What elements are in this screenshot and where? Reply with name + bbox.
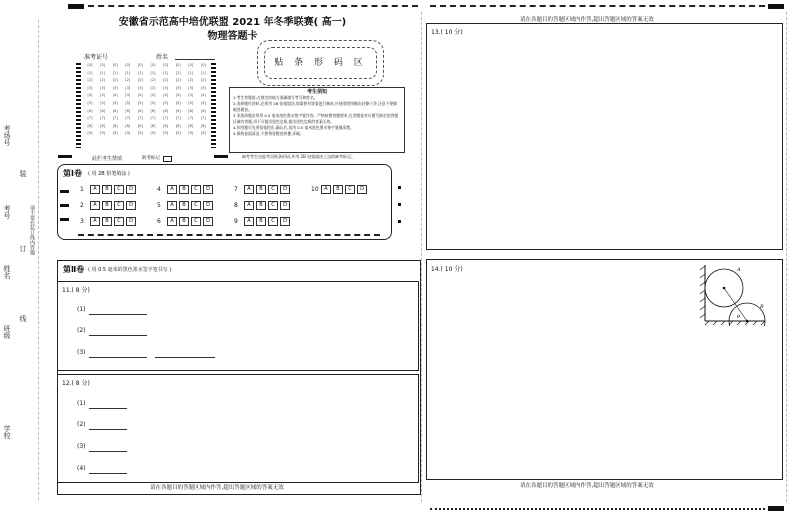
id-bubble[interactable]: [7] (125, 116, 131, 121)
id-column[interactable] (186, 62, 196, 138)
id-bubble[interactable]: [0] (112, 63, 118, 67)
id-bubble[interactable]: [5] (150, 100, 156, 105)
q11-item-3: (3) (77, 349, 86, 356)
id-bubble[interactable]: [9] (137, 131, 143, 136)
id-bubble[interactable]: [9] (150, 131, 156, 136)
id-bubble[interactable]: [1] (163, 70, 169, 75)
id-bubble[interactable]: [8] (87, 123, 93, 128)
binding-line (38, 20, 39, 500)
label-b: B (760, 304, 764, 310)
id-bubble[interactable]: [1] (112, 70, 118, 75)
q13-box[interactable] (426, 23, 783, 250)
notice-heading: 考生须知 (306, 89, 327, 95)
id-bubble[interactable]: [4] (163, 93, 169, 98)
id-bubble[interactable]: [2] (112, 78, 118, 83)
q12-answer-line-1[interactable] (89, 408, 127, 409)
part1-mark-1 (60, 190, 69, 193)
id-bubble[interactable]: [2] (137, 78, 143, 83)
id-label: 准考证号 (84, 54, 109, 61)
id-bubble[interactable]: [8] (188, 123, 194, 128)
id-column[interactable] (148, 62, 158, 138)
id-bubble[interactable]: [6] (112, 108, 118, 113)
id-bubble[interactable]: [4] (100, 93, 106, 98)
q12-answer-line-2[interactable] (89, 429, 127, 430)
mcq-option-bubble[interactable]: B (179, 185, 189, 194)
wall-hatching (700, 266, 705, 318)
mcq-option-bubble[interactable]: D (126, 217, 136, 226)
mcq-option-bubble[interactable]: A (244, 217, 254, 226)
mcq-question-9 (234, 217, 292, 226)
id-bubble[interactable]: [0] (125, 63, 131, 67)
mcq-option-bubble[interactable]: D (280, 217, 290, 226)
id-bubble[interactable]: [9] (200, 131, 206, 136)
id-vertical-bars-right (211, 63, 216, 148)
mcq-option-bubble[interactable]: B (179, 217, 189, 226)
id-column[interactable] (110, 62, 120, 138)
page-divider-right (786, 12, 787, 502)
part1-side-dot-2 (398, 203, 401, 206)
part1-note: ( 用 2B 铅笔填涂 ) (88, 171, 130, 177)
mcq-question-number: 10 (311, 186, 319, 193)
id-bubble[interactable]: [8] (100, 123, 106, 128)
id-bubble[interactable]: [5] (175, 100, 181, 105)
mcq-question-7 (234, 185, 292, 194)
id-bubble[interactable]: [9] (100, 131, 106, 136)
q11-answer-line-3a[interactable] (89, 357, 147, 358)
timing-mark-a (58, 155, 72, 158)
id-bubble[interactable]: [7] (175, 116, 181, 121)
id-bubble[interactable]: [4] (87, 93, 93, 98)
id-vertical-bars-left (76, 63, 81, 148)
id-bubble-grid[interactable] (85, 62, 211, 150)
mcq-question-number: 3 (80, 218, 84, 225)
mcq-option-bubble[interactable]: D (280, 185, 290, 194)
q13-title: 13.( 10 分) (431, 29, 463, 36)
id-column[interactable] (98, 62, 108, 138)
id-bubble[interactable]: [7] (100, 116, 106, 121)
timing-strip-bottom (430, 508, 765, 510)
margin-label-ding: 订 (19, 245, 27, 252)
mcq-question-number: 1 (80, 186, 84, 193)
q12-answer-line-3[interactable] (89, 451, 127, 452)
mcq-question-number: 7 (234, 186, 238, 193)
id-bubble[interactable]: [5] (125, 100, 131, 105)
mcq-question-number: 4 (157, 186, 161, 193)
id-bubble[interactable]: [2] (125, 78, 131, 83)
notice-line: 4.作图题可先用铅笔绘出,确认后,再用 0.5 毫米黑色墨水签字笔描清楚。 (233, 125, 354, 130)
candidate-notice (229, 87, 405, 153)
mcq-question-number: 2 (80, 202, 84, 209)
part1-side-dot-1 (398, 186, 401, 189)
id-bubble[interactable]: [1] (175, 70, 181, 75)
mcq-question-6 (157, 217, 215, 226)
mcq-question-5 (157, 201, 215, 210)
mcq-option-bubble[interactable]: A (321, 185, 331, 194)
id-bubble[interactable]: [4] (125, 93, 131, 98)
id-bubble[interactable]: [6] (163, 108, 169, 113)
id-bubble[interactable]: [2] (150, 78, 156, 83)
id-bubble[interactable]: [4] (150, 93, 156, 98)
mcq-option-bubble[interactable]: C (191, 201, 201, 210)
mcq-option-bubble[interactable]: D (126, 201, 136, 210)
id-bubble[interactable]: [2] (163, 78, 169, 83)
mcq-option-bubble[interactable]: C (268, 185, 278, 194)
margin-label-banji: 班级 (3, 325, 11, 339)
mcq-option-bubble[interactable]: A (244, 185, 254, 194)
part1-side-dot-3 (398, 220, 401, 223)
q12-item-3: (3) (77, 443, 86, 450)
mcq-option-bubble[interactable]: B (256, 201, 266, 210)
id-bubble[interactable]: [7] (188, 116, 194, 121)
id-bubble[interactable]: [7] (200, 116, 206, 121)
q11-answer-line-2[interactable] (89, 335, 147, 336)
timing-mark-b (214, 155, 228, 158)
mcq-question-number: 5 (157, 202, 161, 209)
q11-title: 11.( 8 分) (62, 287, 90, 294)
mcq-question-4 (157, 185, 215, 194)
id-bubble[interactable]: [8] (137, 123, 143, 128)
id-bubble[interactable]: [8] (200, 123, 206, 128)
id-bubble[interactable]: [0] (87, 63, 93, 67)
footer-warning-bottom-right: 请在各题目的答题区域内作答,超出答题区域的答案无效 (520, 483, 654, 489)
id-bubble[interactable]: [3] (200, 85, 206, 90)
center-connector (724, 288, 747, 321)
id-bubble[interactable]: [5] (87, 100, 93, 105)
mcq-option-bubble[interactable]: D (126, 185, 136, 194)
mcq-option-bubble[interactable]: B (333, 185, 343, 194)
id-bubble[interactable]: [3] (188, 85, 194, 90)
notice-line: 3.非选择题必须用 0.5 毫米黑色墨水签字笔作答。严格按照答题要求,在答题卷对应题号指定的答题 (233, 113, 399, 118)
mcq-option-bubble[interactable]: A (244, 201, 254, 210)
id-bubble[interactable]: [2] (175, 78, 181, 83)
mcq-option-bubble[interactable]: C (268, 217, 278, 226)
id-column[interactable] (173, 62, 183, 138)
registration-mark-bottom-right (768, 506, 784, 511)
mcq-option-bubble[interactable]: B (102, 201, 112, 210)
mcq-question-2 (80, 201, 138, 210)
mcq-option-bubble[interactable]: C (268, 201, 278, 210)
id-bubble[interactable]: [5] (200, 100, 206, 105)
id-bubble[interactable]: [9] (125, 131, 131, 136)
id-bubble[interactable]: [9] (175, 131, 181, 136)
margin-label-xuexiao: 学校 (3, 425, 11, 439)
id-bubble[interactable]: [1] (137, 70, 143, 75)
notice-line: 5.保持卷面清洁,不要将答题卷折叠,弄破。 (233, 131, 304, 136)
mcq-option-bubble[interactable]: B (179, 201, 189, 210)
notice-line: 破答题卷。 (233, 107, 252, 112)
q14-diagram (697, 262, 769, 326)
id-bubble[interactable]: [0] (188, 63, 194, 67)
q11-item-2: (2) (77, 327, 86, 334)
id-bubble[interactable]: [4] (137, 93, 143, 98)
id-bubble[interactable]: [9] (188, 131, 194, 136)
mcq-option-bubble[interactable]: C (191, 217, 201, 226)
id-bubble[interactable]: [0] (137, 63, 143, 67)
id-bubble[interactable]: [3] (112, 85, 118, 90)
id-bubble[interactable]: [3] (150, 85, 156, 90)
label-a: A (737, 267, 741, 273)
q12-item-4: (4) (77, 465, 86, 472)
mcq-option-bubble[interactable]: B (256, 217, 266, 226)
id-column[interactable] (198, 62, 208, 138)
id-bubble[interactable]: [5] (163, 100, 169, 105)
part1-mark-3 (60, 218, 69, 221)
id-bubble[interactable]: [9] (112, 131, 118, 136)
mcq-option-bubble[interactable]: D (203, 217, 213, 226)
q12-item-1: (1) (77, 400, 86, 407)
id-column[interactable] (135, 62, 145, 138)
part1-mark-2 (60, 204, 69, 207)
id-bubble[interactable]: [2] (87, 78, 93, 83)
part1-heading: 第Ⅰ卷 (63, 169, 82, 178)
id-bubble[interactable]: [9] (163, 131, 169, 136)
id-bubble[interactable]: [5] (137, 100, 143, 105)
timing-strip-top-left (88, 5, 418, 7)
mcq-question-number: 9 (234, 218, 238, 225)
notice-line: 2.选择题作答时,必须用 2B 铅笔填涂,如需要对答案进行修改,应使用绘图橡皮轻擦干净,注意不要擦 (233, 101, 397, 106)
mcq-option-bubble[interactable]: B (102, 185, 112, 194)
mcq-option-bubble[interactable]: A (90, 185, 100, 194)
mcq-option-bubble[interactable]: B (102, 217, 112, 226)
mcq-option-bubble[interactable]: C (114, 217, 124, 226)
exam-subtitle: 物理答题卡 (207, 31, 258, 42)
id-bubble[interactable]: [3] (175, 85, 181, 90)
id-bubble[interactable]: [2] (188, 78, 194, 83)
id-bubble[interactable]: [1] (87, 70, 93, 75)
mcq-option-bubble[interactable]: D (203, 185, 213, 194)
margin-label-kaohao: 考号 (3, 205, 11, 219)
id-bubble[interactable]: [3] (163, 85, 169, 90)
id-bubble[interactable]: [4] (200, 93, 206, 98)
margin-label-xingming: 姓名 (3, 265, 11, 279)
mcq-question-number: 6 (157, 218, 161, 225)
mcq-option-bubble[interactable]: C (345, 185, 355, 194)
id-bubble[interactable]: [6] (87, 108, 93, 113)
q11-answer-line-3b[interactable] (155, 357, 215, 358)
part2-heading: 第Ⅱ卷 (63, 265, 85, 274)
id-bubble[interactable]: [7] (87, 116, 93, 121)
mcq-option-bubble[interactable]: B (256, 185, 266, 194)
id-bubble[interactable]: [5] (112, 100, 118, 105)
id-bubble[interactable]: [6] (125, 108, 131, 113)
mcq-question-1 (80, 185, 138, 194)
id-bubble[interactable]: [3] (87, 85, 93, 90)
id-bubble[interactable]: [0] (175, 63, 181, 67)
mcq-option-bubble[interactable]: D (203, 201, 213, 210)
mcq-option-bubble[interactable]: A (90, 217, 100, 226)
mcq-option-bubble[interactable]: C (191, 185, 201, 194)
mcq-option-bubble[interactable]: A (167, 217, 177, 226)
id-bubble[interactable]: [7] (112, 116, 118, 121)
floor-hatching (705, 321, 765, 325)
registration-mark-top-right (768, 4, 784, 9)
margin-inner-note: 请不要在装订线内答题 (29, 205, 35, 255)
mcq-option-bubble[interactable]: D (280, 201, 290, 210)
page-divider-left (421, 12, 422, 502)
mcq-option-bubble[interactable]: A (167, 201, 177, 210)
mcq-question-10 (311, 185, 369, 194)
id-bubble[interactable]: [9] (87, 131, 93, 136)
q11-answer-line-1[interactable] (89, 314, 147, 315)
id-bubble[interactable]: [3] (137, 85, 143, 90)
id-bubble[interactable]: [2] (100, 78, 106, 83)
mcq-option-bubble[interactable]: A (167, 185, 177, 194)
margin-label-xian: 线 (19, 315, 27, 322)
registration-mark-top-left (68, 4, 84, 9)
part1-bottom-strip (78, 234, 380, 236)
id-bubble[interactable]: [4] (175, 93, 181, 98)
id-bubble[interactable]: [6] (150, 108, 156, 113)
mcq-option-bubble[interactable]: C (114, 185, 124, 194)
id-column[interactable] (161, 62, 171, 138)
id-bubble[interactable]: [8] (163, 123, 169, 128)
id-bubble[interactable]: [5] (188, 100, 194, 105)
id-bubble[interactable]: [8] (150, 123, 156, 128)
id-bubble[interactable]: [0] (100, 63, 106, 67)
id-bubble[interactable]: [0] (163, 63, 169, 67)
id-column[interactable] (123, 62, 133, 138)
id-bubble[interactable]: [6] (175, 108, 181, 113)
absent-mark-box[interactable] (163, 156, 172, 162)
id-bubble[interactable]: [4] (188, 93, 194, 98)
id-bubble[interactable]: [7] (163, 116, 169, 121)
part2-note: ( 用 0.5 毫米的黑色墨水签字笔书写 ) (88, 267, 172, 273)
id-bubble[interactable]: [8] (175, 123, 181, 128)
q12-title: 12.( 8 分) (62, 380, 90, 387)
q12-answer-line-4[interactable] (89, 473, 127, 474)
notice-line: 区域内答题,切不可超出黑色边框,超出黑色边框的答案无效。 (233, 119, 335, 124)
footer-warning-top-right: 请在各题目的答题区域内作答,超出答题区域的答案无效 (520, 17, 654, 23)
id-bubble[interactable]: [0] (150, 63, 156, 67)
q12-item-2: (2) (77, 421, 86, 428)
id-bubble[interactable]: [5] (100, 100, 106, 105)
margin-label-zhuang: 装 (19, 170, 27, 177)
margin-label-kaochang: 考场号 (3, 125, 11, 146)
id-bubble[interactable]: [1] (188, 70, 194, 75)
exam-title: 安徽省示范高中培优联盟 2021 年冬季联赛( 高一) (118, 17, 347, 28)
notice-line: 1.考生答题前,在规定的地方准确填写考号和姓名。 (233, 95, 318, 100)
id-bubble[interactable]: [1] (100, 70, 106, 75)
barcode-area: 贴 条 形 码 区 (264, 47, 377, 79)
mcq-option-bubble[interactable]: D (357, 185, 367, 194)
id-column[interactable] (85, 62, 95, 138)
id-bubble[interactable]: [6] (188, 108, 194, 113)
id-bubble[interactable]: [8] (112, 123, 118, 128)
id-bubble[interactable]: [8] (125, 123, 131, 128)
id-bubble[interactable]: [2] (200, 78, 206, 83)
id-bubble[interactable]: [6] (137, 108, 143, 113)
id-bubble[interactable]: [7] (137, 116, 143, 121)
name-line (175, 59, 215, 60)
label-theta: θ (737, 314, 741, 320)
id-bubble[interactable]: [1] (200, 70, 206, 75)
absent-note: 缺考考生由监考员贴条形码,并用 2B 铅笔填涂上边的缺考标记。 (242, 154, 356, 159)
id-bubble[interactable]: [3] (100, 85, 106, 90)
mcq-question-number: 8 (234, 202, 238, 209)
name-label: 姓名 (156, 54, 169, 61)
id-bubble[interactable]: [4] (112, 93, 118, 98)
id-bubble[interactable]: [6] (100, 108, 106, 113)
absent-label: 此栏考生禁填 (92, 156, 123, 162)
id-bubble[interactable]: [1] (125, 70, 131, 75)
mcq-question-3 (80, 217, 138, 226)
id-bubble[interactable]: [3] (125, 85, 131, 90)
q11-item-1: (1) (77, 306, 86, 313)
id-bubble[interactable]: [0] (200, 63, 206, 67)
absent-mark-label: 缺考标记 (142, 156, 160, 161)
id-bubble[interactable]: [7] (150, 116, 156, 121)
timing-strip-top-right (430, 5, 765, 7)
id-bubble[interactable]: [6] (200, 108, 206, 113)
mcq-question-8 (234, 201, 292, 210)
q14-title: 14.( 10 分) (431, 266, 463, 273)
footer-warning-left: 请在各题目的答题区域内作答,超出答题区域的答案无效 (150, 485, 284, 491)
mcq-option-bubble[interactable]: C (114, 201, 124, 210)
mcq-option-bubble[interactable]: A (90, 201, 100, 210)
id-bubble[interactable]: [1] (150, 70, 156, 75)
